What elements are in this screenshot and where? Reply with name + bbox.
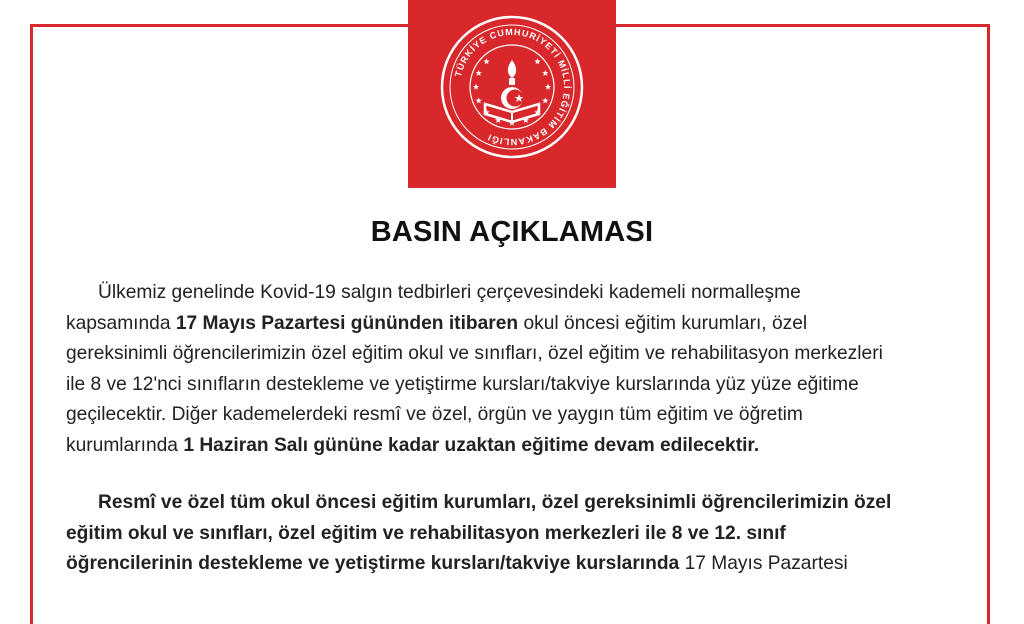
text-segment: 17 Mayıs Pazartesi xyxy=(679,553,848,574)
bold-date: 1 Haziran Salı gününe kadar uzaktan eğitime devam edilecektir. xyxy=(183,434,760,456)
paragraph-1-line-6 xyxy=(66,431,956,462)
paragraph-2-line-3 xyxy=(66,549,956,580)
paragraph-1-line-2 xyxy=(66,309,956,340)
paragraph-1-line-3: gereksinimli öğrencilerimizin özel eğitim okul ve sınıfları, özel eğitim ve rehabilitasyon merkezleri xyxy=(66,343,883,364)
bold-date: 17 Mayıs Pazartesi gününden itibaren xyxy=(175,312,519,334)
paragraph-1-line-4: ile 8 ve 12'nci sınıfların destekleme ve yetiştirme kursları/takviye kurslarında yüz yüze eğitime xyxy=(66,373,859,395)
paragraph-2-line-2: eğitim okul ve sınıfları, özel eğitim ve rehabilitasyon merkezleri ile 8 ve 12. sınıf xyxy=(66,522,786,544)
seal-star-icon xyxy=(476,97,482,103)
seal-star-icon xyxy=(534,58,540,64)
text-segment: kurumlarında xyxy=(66,434,184,456)
text-segment: öğrencilerinin destekleme ve yetiştirme kursları/takviye kurslarında xyxy=(66,553,680,574)
text-segment: okul öncesi eğitim kurumları, özel xyxy=(518,312,808,334)
paragraph-1-line-5: geçilecektir. Diğer kademelerdeki resmî ve özel, örgün ve yaygın tüm eğitim ve öğretim xyxy=(66,404,803,425)
seal-star-icon xyxy=(476,70,482,76)
seal-ring-text: TÜRKİYE CUMHURİYETİ MİLLİ EĞİTİM BAKANLIĞI xyxy=(453,26,573,148)
logo-banner xyxy=(408,0,616,188)
ministry-seal-icon xyxy=(437,12,587,162)
paragraph-2-line-1: Resmî ve özel tüm okul öncesi eğitim kurumları, özel gereksinimli öğrencilerimizin özel xyxy=(98,492,892,513)
paragraph-1-line-1: Ülkemiz genelinde Kovid-19 salgın tedbirleri çerçevesindeki kademeli normalleşme xyxy=(98,282,801,303)
paragraph-2 xyxy=(66,488,956,580)
seal-star-icon xyxy=(545,84,551,90)
seal-star-icon xyxy=(473,84,479,90)
page-title: BASIN AÇIKLAMASI xyxy=(370,216,654,248)
seal-star-icon xyxy=(542,70,548,76)
seal-star-icon xyxy=(483,58,489,64)
seal-star-icon xyxy=(542,97,548,103)
paragraph-1 xyxy=(66,278,956,461)
text-segment: kapsamında xyxy=(66,312,176,334)
